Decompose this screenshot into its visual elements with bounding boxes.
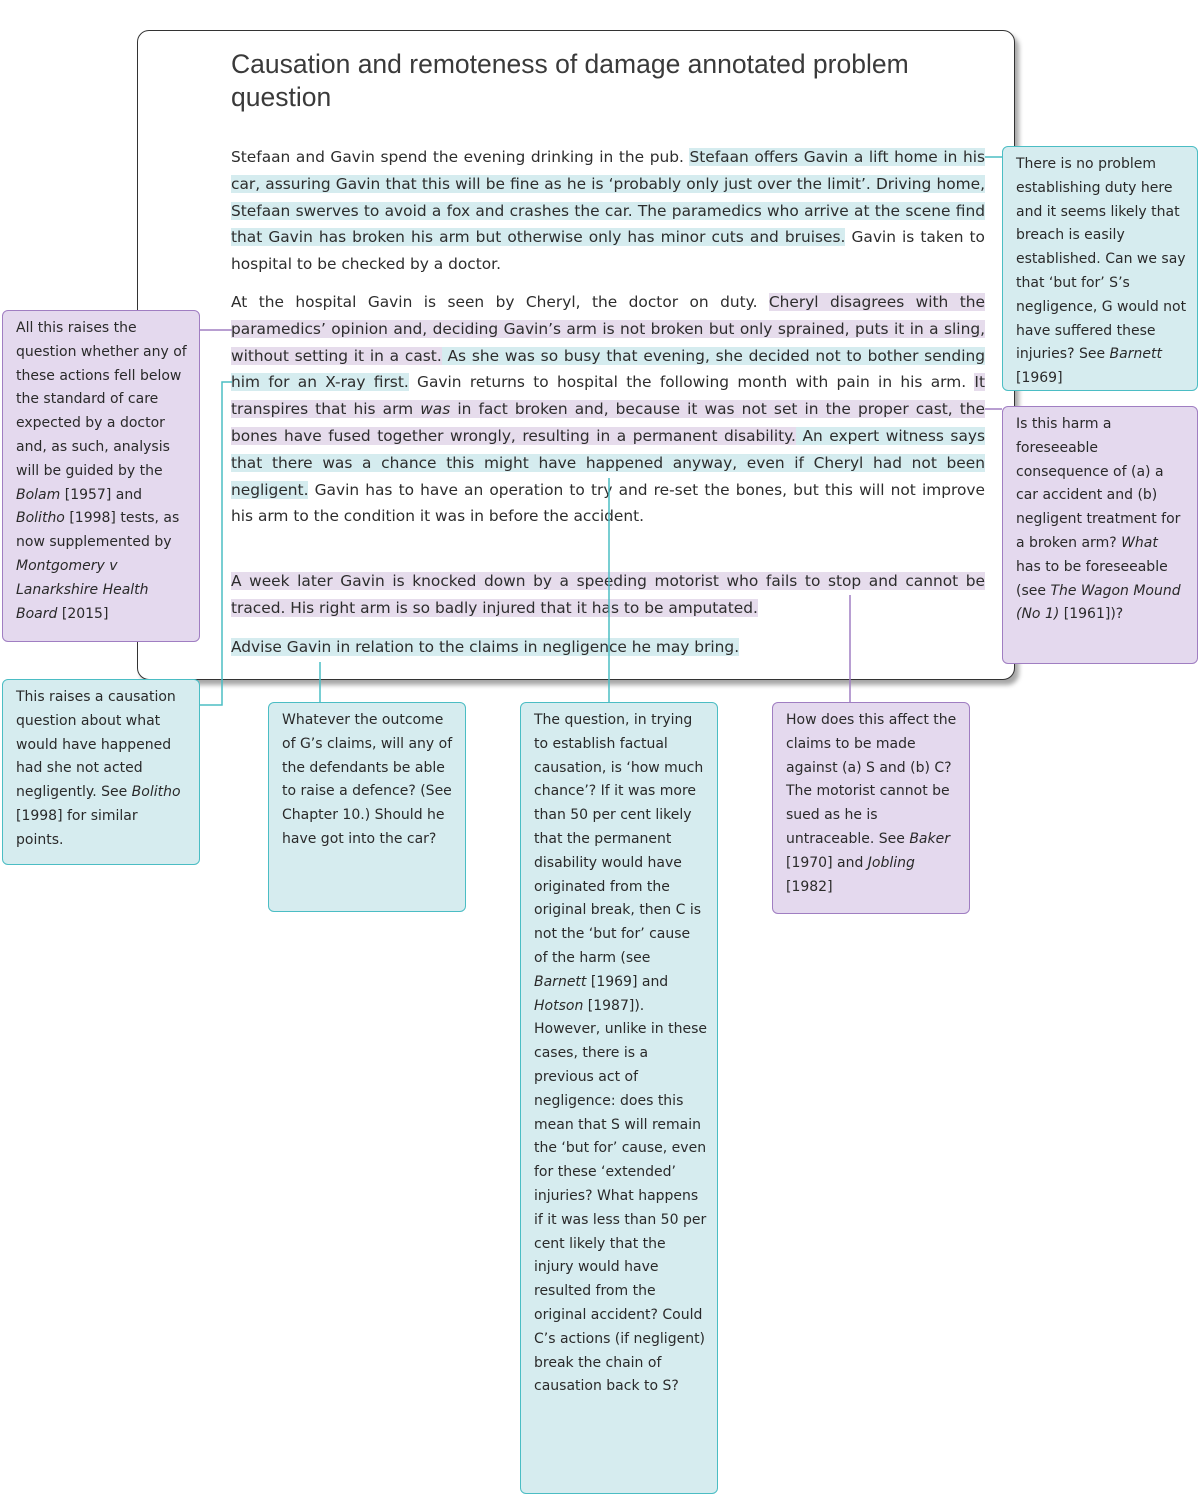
note-causation: This raises a causation question about what would have happened had she not acted negligently. See Bolitho [1998] for similar points. <box>2 679 200 865</box>
p2-text-h: Gavin has to have an operation to try and re-set the bones, but this will not improve his arm to the condition it was in before the accident. <box>231 480 985 526</box>
note-chance: The question, in trying to establish factual causation, is ‘how much chance’? If it was more than 50 per cent likely that the permanent disability would have originated from the original break, then C is not the ‘but for’ cause of the harm (see Barnett [1969] and Hotson [1987]). However, unlike in these cases, there is a previous act of negligence: does this mean that S will remain the ‘but for’ cause, even for these ‘extended’ injuries? What happens if it was less than 50 per cent likely that the injury would have resulted from the original accident? Could C’s actions (if negligent) break the chain of causation back to S? <box>520 702 718 1494</box>
paragraph-4 <box>231 634 985 661</box>
paragraph-2 <box>231 289 985 530</box>
p2-text-d: Gavin returns to hospital the following month with pain in his arm. <box>408 373 975 392</box>
p2-highlight-expert: An expert witness says that there was a chance this might have happened anyway, even if Cheryl had not been negligent. <box>231 426 986 499</box>
p2-highlight-disability: It transpires that his arm was in fact broken and, because it was not set in the proper cast, the bones have fused together wrongly, resulting in a permanent disability. <box>231 373 985 445</box>
paragraph-1 <box>231 144 985 278</box>
p2-highlight-sling: Cheryl disagrees with the paramedics’ opinion and, deciding Gavin’s arm is not broken but only sprained, puts it in a sling, without setting it in a cast. <box>231 293 985 365</box>
note-motorist: How does this affect the claims to be made against (a) S and (b) C? The motorist cannot be sued as he is untraceable. See Baker [1970] and Jobling [1982] <box>772 702 970 914</box>
note-standard-of-care: All this raises the question whether any of these actions fell below the standard of care expected by a doctor and, as such, analysis will be guided by the Bolam [1957] and Bolitho [1998] tests, as now supplemented by Montgomery v Lanarkshire Health Board [2015] <box>2 310 200 642</box>
note-duty: There is no problem establishing duty here and it seems likely that breach is easily established. Can we say that ‘but for’ S’s negligence, G would not have suffered these injuries? See Barnett [1969] <box>1002 146 1198 391</box>
p4-highlight-advise: Advise Gavin in relation to the claims in negligence he may bring. <box>231 638 740 656</box>
note-defence: Whatever the outcome of G’s claims, will any of the defendants be able to raise a defence? (See Chapter 10.) Should he have got into the car? <box>268 702 466 912</box>
p1-highlight-duty: Stefaan offers Gavin a lift home in his car, assuring Gavin that this will be fine as he is ‘probably only just over the limit’. Driving home, Stefaan swerves to avoid a fox and crashes the car. The paramedics who arrive at the scene find that Gavin has broken his arm but otherwise only has minor cuts and bruises. <box>231 148 986 247</box>
p2-highlight-xray: As she was so busy that evening, she decided not to bother sending him for an X-ray first. <box>231 346 985 392</box>
p3-highlight-motorist: A week later Gavin is knocked down by a speeding motorist who fails to stop and cannot be traced. His right arm is so badly injured that it has to be amputated. <box>231 572 985 617</box>
note-foreseeable: Is this harm a foreseeable consequence of (a) a car accident and (b) negligent treatment for a broken arm? What has to be foreseeable (see The Wagon Mound (No 1) [1961])? <box>1002 406 1198 664</box>
paragraph-3 <box>231 568 985 622</box>
p1-text-c: Gavin is taken to hospital to be checked by a doctor. <box>231 228 985 274</box>
p1-text-a: Stefaan and Gavin spend the evening drinking in the pub. <box>231 148 690 166</box>
p2-text-a: At the hospital Gavin is seen by Cheryl, the doctor on duty. <box>231 293 769 311</box>
page-title: Causation and remoteness of damage annotated problem question <box>231 49 909 112</box>
